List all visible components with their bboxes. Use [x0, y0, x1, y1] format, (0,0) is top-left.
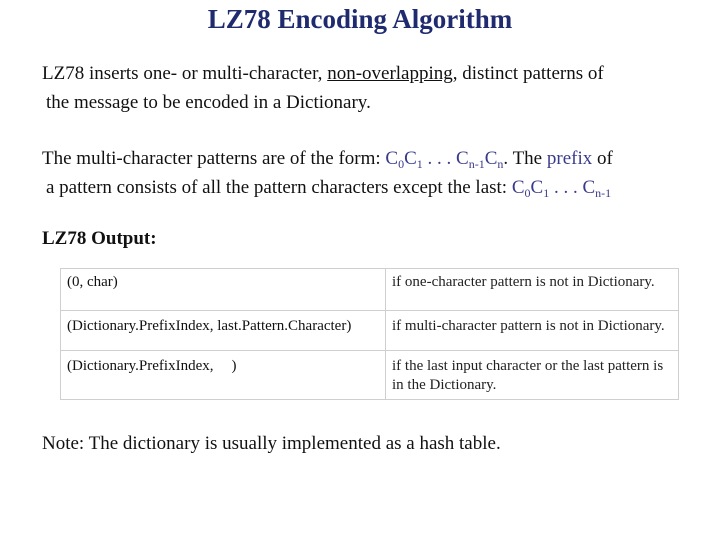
slide-title: LZ78 Encoding Algorithm: [207, 4, 513, 34]
pattern-text-mid: . The: [503, 148, 547, 169]
table-row: [61, 311, 679, 351]
output-format-cell: (Dictionary.PrefixIndex, ): [61, 351, 386, 400]
prefix-term: prefix: [546, 148, 593, 169]
pattern-text: The multi-character patterns are of the form:: [42, 148, 386, 169]
pattern-formula: $C_0C_1$ . . . $C_{n-1}C_n$: [385, 148, 504, 171]
pattern-text-2: a pattern consists of all the pattern characters except the last:: [46, 177, 512, 198]
table-row: [61, 269, 679, 311]
condition-cell: if the last input character or the last pattern is in the Dictionary.: [386, 351, 679, 400]
output-format-cell: (0, char): [61, 269, 386, 311]
output-table: [60, 268, 679, 400]
table-row: [61, 351, 679, 400]
pattern-line-1: [42, 144, 613, 173]
pattern-line-2: [42, 173, 613, 202]
non-overlapping-term: non-overlapping: [327, 63, 453, 84]
condition-cell: if one-character pattern is not in Dictionary.: [386, 269, 679, 311]
output-label: LZ78 Output:: [42, 228, 157, 249]
prefix-formula: $C_0C_1$ . . . $C_{n-1}$: [511, 177, 612, 200]
note-text: Note: The dictionary is usually implemented as a hash table.: [42, 433, 501, 454]
intro-paragraph: [42, 59, 604, 117]
intro-text: LZ78 inserts one- or multi-character,: [42, 63, 328, 84]
pattern-paragraph: [42, 144, 613, 202]
intro-line-1: [42, 59, 604, 88]
pattern-text-end: of: [592, 148, 613, 169]
intro-text-end: , distinct patterns of: [452, 63, 604, 84]
condition-cell: if multi-character pattern is not in Dictionary.: [386, 311, 679, 351]
intro-line-2: the message to be encoded in a Dictionary.: [46, 92, 371, 113]
output-format-cell: (Dictionary.PrefixIndex, last.Pattern.Character): [61, 311, 386, 351]
